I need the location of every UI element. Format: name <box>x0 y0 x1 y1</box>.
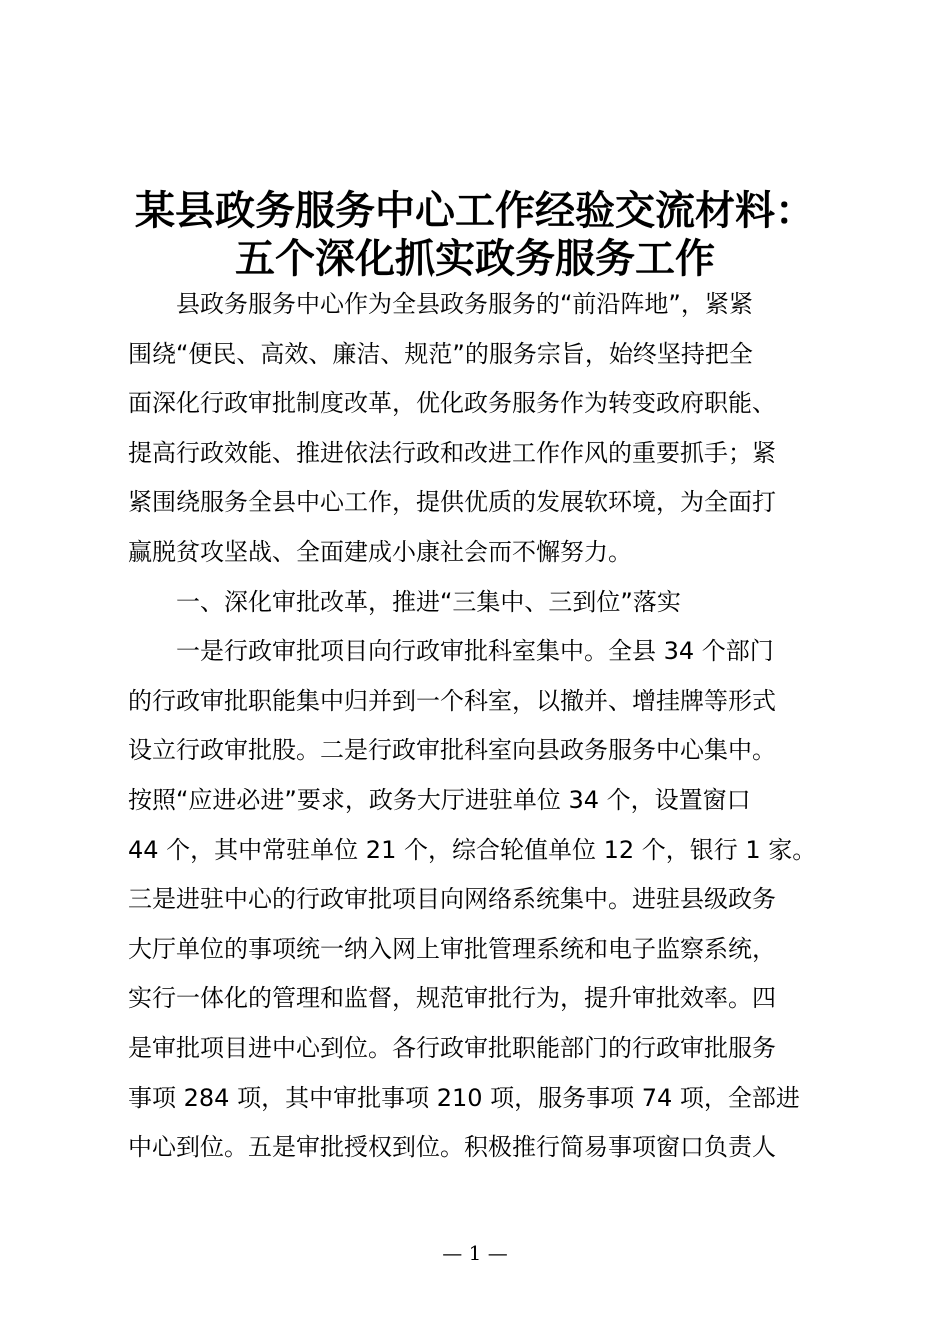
paragraph-line: 按照“应进必进”要求，政务大厅进驻单位 34 个，设置窗口 <box>128 785 751 814</box>
paragraph-line: 设立行政审批股。二是行政审批科室向县政务服务中心集中。 <box>128 736 776 765</box>
document-body <box>128 280 848 1173</box>
paragraph-line: 紧围绕服务全县中心工作，提供优质的发展软环境，为全面打 <box>128 488 776 517</box>
document-title-line-1: 某县政务服务中心工作经验交流材料： <box>135 187 815 234</box>
paragraph-line: 是审批项目进中心到位。各行政审批职能部门的行政审批服务 <box>128 1033 776 1062</box>
paragraph-line: 赢脱贫攻坚战、全面建成小康社会而不懈努力。 <box>128 537 632 566</box>
paragraph-line: 44 个，其中常驻单位 21 个，综合轮值单位 12 个，银行 1 家。 <box>128 835 817 864</box>
paragraph-line: 实行一体化的管理和监督，规范审批行为，提升审批效率。四 <box>128 984 776 1013</box>
paragraph-line: 一是行政审批项目向行政审批科室集中。全县 34 个部门 <box>176 637 774 666</box>
paragraph-line: 面深化行政审批制度改革，优化政务服务作为转变政府职能、 <box>128 389 776 418</box>
paragraph-line: 县政务服务中心作为全县政务服务的“前沿阵地”，紧紧 <box>176 290 753 318</box>
paragraph-line: 提高行政效能、推进依法行政和改进工作作风的重要抓手；紧 <box>128 438 776 467</box>
paragraph-line: 围绕“便民、高效、廉洁、规范”的服务宗旨，始终坚持把全 <box>128 339 753 368</box>
page-number: — 1 — <box>442 1241 508 1265</box>
paragraph-line: 事项 284 项，其中审批事项 210 项，服务事项 74 项，全部进 <box>128 1083 800 1112</box>
document-title-line-2: 五个深化抓实政务服务工作 <box>235 235 715 282</box>
paragraph-line: 的行政审批职能集中归并到一个科室，以撤并、增挂牌等形式 <box>128 686 776 715</box>
paragraph-line: 大厅单位的事项统一纳入网上审批管理系统和电子监察系统， <box>128 934 776 963</box>
section-heading: 一、深化审批改革，推进“三集中、三到位”落实 <box>176 587 681 616</box>
paragraph-line: 中心到位。五是审批授权到位。积极推行简易事项窗口负责人 <box>128 1133 776 1162</box>
paragraph-line: 三是进驻中心的行政审批项目向网络系统集中。进驻县级政务 <box>128 885 776 914</box>
